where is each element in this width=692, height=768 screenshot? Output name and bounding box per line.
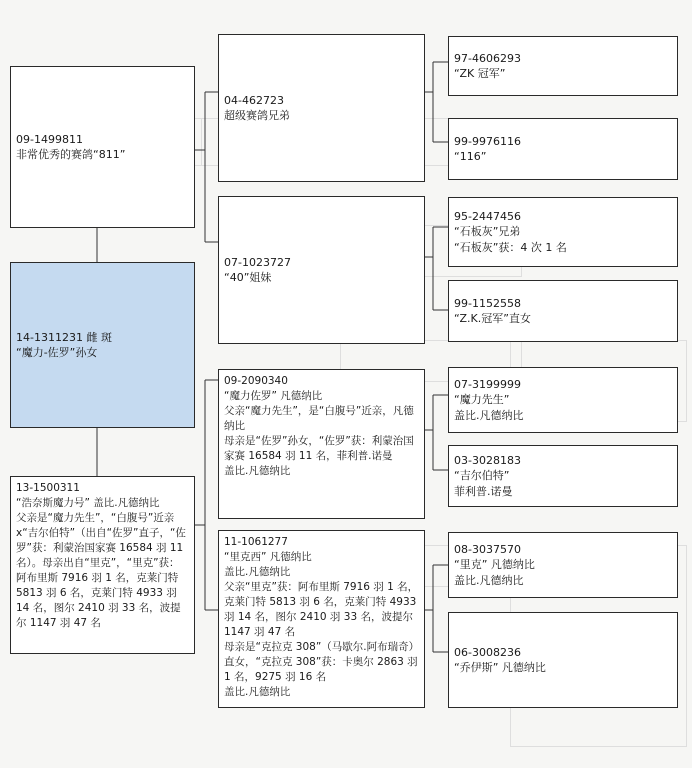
ds-dam-id: 03-3028183 (454, 453, 521, 467)
sire-sire-box (218, 34, 425, 182)
ds-sire-desc: “魔力先生” (454, 393, 510, 407)
ss-dam-id: 99-9976116 (454, 134, 521, 148)
sire-dam-id: 07-1023727 (224, 255, 291, 269)
sire-desc: 非常优秀的赛鸽“811” (16, 148, 126, 161)
sd-sire-relation: “石板灰”兄弟 (454, 225, 521, 239)
dam-box (10, 476, 195, 654)
sd-dam-id: 99-1152558 (454, 296, 521, 310)
dam-notes: 父亲是“魔力先生”，“白腹号”近亲 x“吉尔伯特”（出自“佐罗”直子，“佐罗”获：利蒙治国家赛 16584 羽 11 名）。母亲出自“里克”，“里克”获：阿布里斯 7916 羽 1 名，克莱门特 5813 羽 6 名，克莱门特 4933 羽 14 名，图尔 2410 羽 33 名，波提尔 1147 羽 47 名 (16, 512, 186, 629)
dam-dam-father: 父亲“里克”获：阿布里斯 7916 羽 1 名，克莱门特 5813 羽 6 名，克莱门特 4933 羽 14 名，图尔 2410 羽 33 名，波提尔 1147 羽 47 名 (224, 581, 419, 638)
dd-dam-id: 06-3008236 (454, 645, 521, 659)
dam-dam-box (218, 530, 425, 708)
sd-dam-box (448, 280, 678, 342)
sire-id: 09-1499811 (16, 132, 83, 146)
dd-sire-owner: 盖比.凡德纳比 (454, 573, 524, 587)
dd-sire-desc: “里克” 凡德纳比 (454, 558, 535, 572)
sire-dam-box (218, 196, 425, 344)
sd-dam-desc: “Z.K.冠军”直女 (454, 312, 531, 325)
dam-sire-name: “魔力佐罗” 凡德纳比 (224, 390, 323, 402)
dam-id: 13-1500311 (16, 482, 80, 494)
sire-sire-id: 04-462723 (224, 93, 284, 107)
dam-name: “浩奈斯魔力号” 盖比.凡德纳比 (16, 497, 160, 509)
dd-dam-desc: “乔伊斯” 凡德纳比 (454, 661, 546, 674)
dam-dam-name: “里克西” 凡德纳比 (224, 551, 312, 563)
dam-sire-owner: 盖比.凡德纳比 (224, 465, 291, 477)
ds-dam-box (448, 445, 678, 507)
dam-sire-id: 09-2090340 (224, 375, 288, 387)
sire-dam-desc: “40”姐妹 (224, 271, 272, 284)
dam-sire-mother: 母亲是“佐罗”孙女，“佐罗”获：利蒙治国家赛 16584 羽 11 名，菲利普.诺曼 (224, 435, 414, 462)
subject-box (10, 262, 195, 428)
sd-sire-id: 95-2447456 (454, 209, 521, 223)
ds-sire-owner: 盖比.凡德纳比 (454, 408, 524, 422)
dd-sire-id: 08-3037570 (454, 542, 521, 556)
ds-sire-id: 07-3199999 (454, 377, 521, 391)
dam-dam-owner-2: 盖比.凡德纳比 (224, 686, 291, 698)
dam-dam-id: 11-1061277 (224, 536, 288, 548)
dam-dam-owner: 盖比.凡德纳比 (224, 566, 291, 578)
dd-dam-box (448, 612, 678, 708)
sire-box (10, 66, 195, 228)
sd-sire-result: “石板灰”获：4 次 1 名 (454, 240, 567, 254)
ds-dam-desc: “吉尔伯特” (454, 469, 510, 483)
sire-sire-desc: 超级赛鸽兄弟 (224, 109, 290, 122)
subject-id-sex: 14-1311231 雌 斑 (16, 330, 112, 344)
ss-sire-id: 97-4606293 (454, 51, 521, 65)
dam-dam-mother: 母亲是“克拉克 308”（马歇尔.阿布瑞奇）直女，“克拉克 308”获：卡奥尔 2863 羽 1 名，9275 羽 16 名 (224, 641, 418, 683)
sd-sire-box (448, 197, 678, 267)
dam-sire-father: 父亲“魔力先生”，是“白腹号”近亲，凡德纳比 (224, 405, 414, 432)
dd-sire-box (448, 532, 678, 598)
ss-sire-box (448, 36, 678, 96)
dam-sire-box (218, 369, 425, 519)
ds-dam-owner: 菲利普.诺曼 (454, 484, 513, 498)
ss-dam-box (448, 118, 678, 180)
subject-desc: “魔力-佐罗”孙女 (16, 346, 98, 359)
ds-sire-box (448, 367, 678, 433)
ss-dam-desc: “116” (454, 150, 487, 163)
ss-sire-desc: “ZK 冠军” (454, 67, 506, 80)
